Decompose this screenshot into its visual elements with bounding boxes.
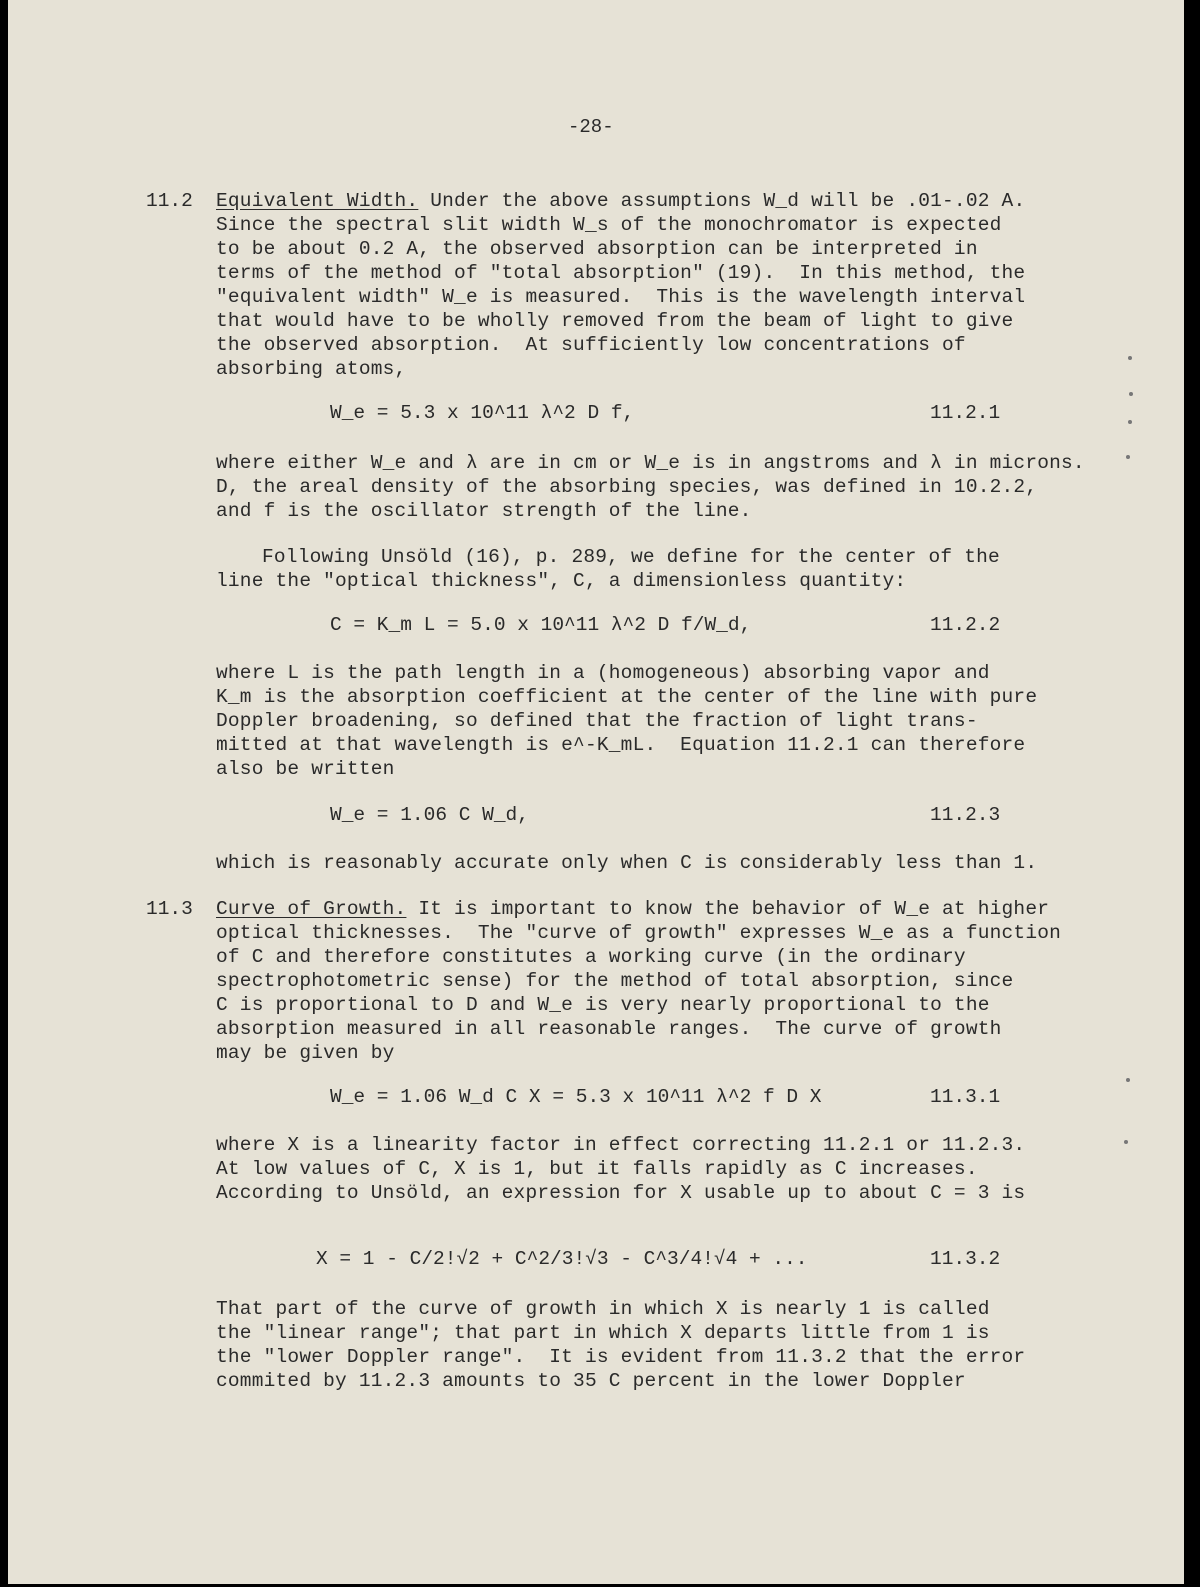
equation-11-2-2: C = K_m L = 5.0 x 10^11 λ^2 D f/W_d, [330, 614, 752, 636]
text-line: where X is a linearity factor in effect correcting 11.2.1 or 11.2.3. [216, 1134, 1026, 1156]
section-heading-equivalent-width: Equivalent Width. [216, 190, 419, 212]
section-number-11-3: 11.3 [146, 898, 193, 920]
text-line: Since the spectral slit width W_s of the monochromator is expected [216, 214, 1002, 236]
section-heading-curve-of-growth: Curve of Growth. [216, 898, 407, 920]
text-line: D, the areal density of the absorbing species, was defined in 10.2.2, [216, 476, 1038, 498]
text-line: terms of the method of "total absorption" (19). In this method, the [216, 262, 1026, 284]
text-line: and f is the oscillator strength of the line. [216, 500, 752, 522]
text-line: "equivalent width" W_e is measured. This is the wavelength interval [216, 286, 1026, 308]
equation-number: 11.3.1 [930, 1086, 1001, 1108]
text-line: Under the above assumptions W_d will be .01-.02 A. [418, 190, 1026, 212]
text-line: that would have to be wholly removed from the beam of light to give [216, 310, 1014, 332]
text-line: also be written [216, 758, 395, 780]
equation-11-2-3: W_e = 1.06 C W_d, [330, 804, 529, 826]
text-line: line the "optical thickness", C, a dimensionless quantity: [216, 570, 907, 592]
equation-number: 11.2.2 [930, 614, 1001, 636]
section-number-11-2: 11.2 [146, 190, 193, 212]
equation-11-2-1: W_e = 5.3 x 10^11 λ^2 D f, [330, 402, 635, 424]
equation-number: 11.2.1 [930, 402, 1001, 424]
scan-speck [1129, 392, 1133, 396]
text-line: to be about 0.2 A, the observed absorption can be interpreted in [216, 238, 978, 260]
scan-speck [1124, 1140, 1128, 1144]
equation-number: 11.3.2 [930, 1248, 1001, 1270]
text-line: may be given by [216, 1042, 395, 1064]
text-line: mitted at that wavelength is e^-K_mL. Equation 11.2.1 can therefore [216, 734, 1026, 756]
scan-speck [1128, 420, 1132, 424]
text-line: of C and therefore constitutes a working curve (in the ordinary [216, 946, 966, 968]
text-line: According to Unsöld, an expression for X usable up to about C = 3 is [216, 1182, 1026, 1204]
text-line: the observed absorption. At sufficiently low concentrations of [216, 334, 966, 356]
text-line: the "lower Doppler range". It is evident from 11.3.2 that the error [216, 1346, 1026, 1368]
text-line: Following Unsöld (16), p. 289, we define for the center of the [262, 546, 1000, 568]
page-number: -28- [568, 116, 614, 138]
text-line: That part of the curve of growth in which X is nearly 1 is called [216, 1298, 990, 1320]
equation-number: 11.2.3 [930, 804, 1001, 826]
text-line: It is important to know the behavior of W_e at higher [406, 898, 1050, 920]
text-line: where either W_e and λ are in cm or W_e is in angstroms and λ in microns. [216, 452, 1085, 474]
document-page [8, 0, 1184, 1584]
section-11-2-first-line [216, 190, 1025, 212]
text-line: C is proportional to D and W_e is very nearly proportional to the [216, 994, 990, 1016]
text-line: spectrophotometric sense) for the method of total absorption, since [216, 970, 1014, 992]
equation-11-3-2: X = 1 - C/2!√2 + C^2/3!√3 - C^3/4!√4 + ... [316, 1248, 808, 1270]
text-line: optical thicknesses. The "curve of growth" expresses W_e as a function [216, 922, 1062, 944]
text-line: commited by 11.2.3 amounts to 35 C percent in the lower Doppler [216, 1370, 966, 1392]
text-line: which is reasonably accurate only when C is considerably less than 1. [216, 852, 1038, 874]
text-line: K_m is the absorption coefficient at the center of the line with pure [216, 686, 1038, 708]
text-line: At low values of C, X is 1, but it falls rapidly as C increases. [216, 1158, 978, 1180]
scan-speck [1126, 1078, 1130, 1082]
text-line: where L is the path length in a (homogeneous) absorbing vapor and [216, 662, 990, 684]
text-line: Doppler broadening, so defined that the fraction of light trans- [216, 710, 978, 732]
text-line: absorption measured in all reasonable ranges. The curve of growth [216, 1018, 1002, 1040]
equation-11-3-1: W_e = 1.06 W_d C X = 5.3 x 10^11 λ^2 f D X [330, 1086, 822, 1108]
text-line: the "linear range"; that part in which X departs little from 1 is [216, 1322, 990, 1344]
section-11-3-first-line [216, 898, 1049, 920]
text-line: absorbing atoms, [216, 358, 407, 380]
scan-speck [1126, 455, 1130, 459]
scan-speck [1128, 356, 1132, 360]
